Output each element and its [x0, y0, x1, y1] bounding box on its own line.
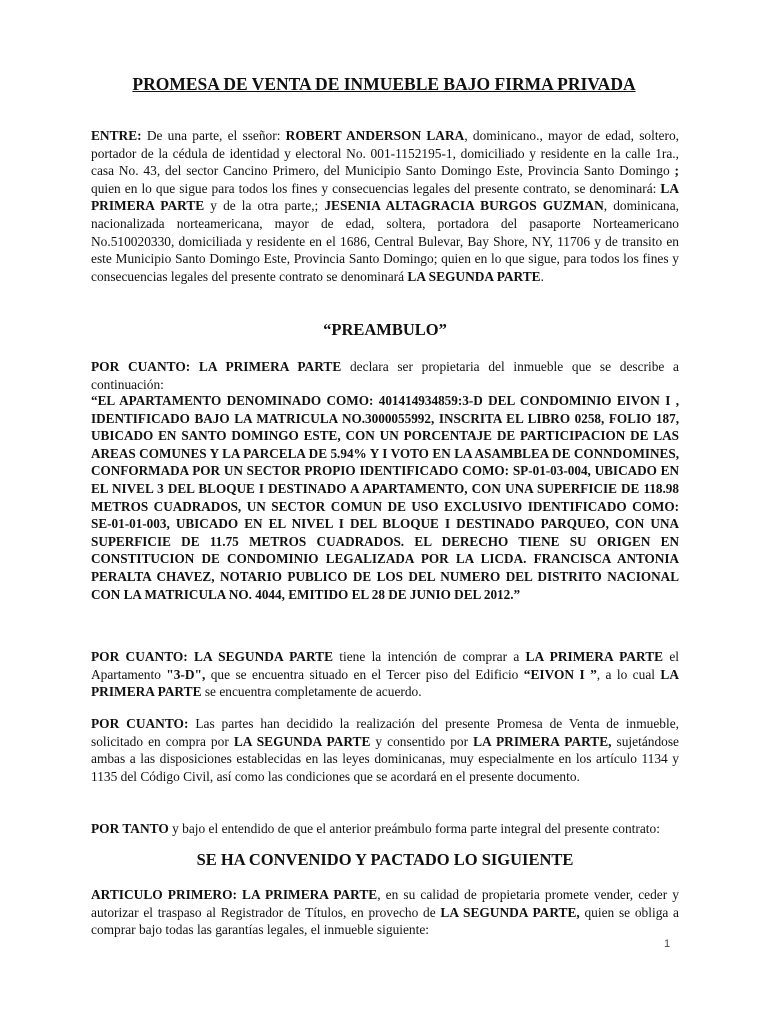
entre-paragraph: [91, 127, 679, 285]
por-cuanto-1-paragraph: [91, 358, 679, 393]
articulo-primero-paragraph: [91, 886, 679, 939]
entre-text-5: , dominicana, nacionalizada norteamericana, mayor de edad, soltera, portadora del pasaporte Norteamericano No.510020330, domiciliada y residente en el 1686, Central Bulevar, Bay Shore, NY, 11706 y de transito en este Municipio Santo Domingo Este, Provincia Santo Domingo; quien en lo que sigue, para todos los fines y consecuencias legales del presente contrato se denominará: [91, 198, 680, 284]
second-party-label: LA SEGUNDA PARTE,: [440, 904, 580, 920]
por-tanto-label: POR TANTO: [91, 821, 169, 836]
por-cuanto-3-label: POR CUANTO:: [91, 716, 189, 731]
por-cuanto-1-text: declara ser propietaria del inmueble que se describe a continuación:: [91, 359, 679, 392]
por-cuanto-2-label: POR CUANTO: LA SEGUNDA PARTE: [91, 649, 334, 664]
document-title: PROMESA DE VENTA DE INMUEBLE BAJO FIRMA PRIVADA: [132, 74, 636, 94]
first-party-label: LA PRIMERA PARTE,: [473, 733, 612, 749]
articulo-primero-label: ARTICULO PRIMERO: LA PRIMERA PARTE: [91, 887, 378, 902]
preambulo-heading: “PREAMBULO”: [323, 320, 447, 339]
building-name: “EIVON I ”: [523, 666, 597, 682]
page-number: 1: [664, 938, 671, 950]
second-party-name: JESENIA ALTAGRACIA BURGOS GUZMAN: [324, 198, 604, 214]
por-cuanto-3-text-1: Las partes han decidido la realización del presente Promesa de Venta de inmueble, solicitado en compra por: [91, 716, 680, 749]
por-cuanto-1-label: POR CUANTO: LA PRIMERA PARTE: [91, 359, 342, 374]
por-cuanto-2-text-1: tiene la intención de comprar a: [333, 649, 526, 664]
second-party-label: LA SEGUNDA PARTE: [233, 733, 371, 749]
second-party-label: LA SEGUNDA PARTE: [407, 268, 541, 284]
por-cuanto-2-text-4: , a lo cual: [596, 666, 661, 682]
entre-text-6: .: [540, 268, 544, 284]
por-cuanto-2-paragraph: [91, 648, 679, 701]
por-cuanto-2-text-5: se encuentra completamente de acuerdo.: [201, 684, 422, 700]
convenido-heading: SE HA CONVENIDO Y PACTADO LO SIGUIENTE: [196, 850, 574, 869]
apartment-id: "3-D",: [166, 666, 206, 682]
entre-text-4: y de la otra parte,;: [204, 198, 325, 214]
first-party-label: LA PRIMERA PARTE: [91, 180, 679, 214]
por-cuanto-2-text-3: que se encuentra situado en el Tercer piso del Edificio: [205, 666, 524, 682]
articulo-primero-text-2: quien se obliga a comprar bajo todas las garantías legales, el inmueble siguiente:: [91, 904, 680, 938]
por-cuanto-3-paragraph: [91, 715, 679, 785]
first-party-label: LA PRIMERA PARTE: [525, 649, 664, 664]
entre-text-2: , dominicano., mayor de edad, soltero, portador de la cédula de identidad y electoral No. 001-1152195-1, domiciliado y residente en la calle 1ra., casa No. 43, del sector Cancino Primero, del Municipio Santo Domingo Este, Provincia Santo Domingo: [91, 128, 679, 179]
por-cuanto-3-text-2: y consentido por: [370, 733, 474, 749]
por-tanto-paragraph: [91, 820, 679, 838]
entre-text-1: De una parte, el sseñor:: [141, 128, 286, 143]
first-party-label: LA PRIMERA PARTE: [91, 666, 679, 700]
property-description: “EL APARTAMENTO DENOMINADO COMO: 401414934859:3-D DEL CONDOMINIO EIVON I , IDENTIFICADO BAJO LA MATRICULA NO.3000055992, INSCRITA EL LIBRO 0258, FOLIO 187, UBICADO EN SANTO DOMINGO ESTE, CON UN PORCENTAJE DE PARTICIPACION DE LAS AREAS COMUNES Y LA PARCELA DE 5.94% Y I VOTO EN LA ASAMBLEA DE CONNDOMINES, CONFORMADA POR UN SECTOR PROPIO IDENTIFICADO COMO: SP-01-03-004, UBICADO EN EL NIVEL 3 DEL BLOQUE I DESTINADO A APARTAMENTO, CON UNA SUPERFICIE DE 118.98 METROS CUADRADOS, UN SECTOR COMUN DE USO EXCLUSIVO IDENTIFICADO COMO: SE-01-01-003, UBICADO EN EL NIVEL I DEL BLOQUE I DESTINADO PARQUEO, CON UNA SUPERFICIE DE 11.75 METROS CUADRADOS. EL DERECHO TIENE SU ORIGEN EN CONSTITUCION DE CONDOMINIO LEGALIZADA POR LA LICDA. FRANCISCA ANTONIA PERALTA CHAVEZ, NOTARIO PUBLICO DE LOS DEL NUMERO DEL DISTRITO NACIONAL CON LA MATRICULA NO. 4044, EMITIDO EL 28 DE JUNIO DEL 2012.”: [91, 393, 679, 602]
entre-label: ENTRE:: [91, 128, 142, 143]
por-cuanto-3-text-3: sujetándose ambas a las disposiciones establecidas en las leyes dominicanas, muy especialmente en los artículo 1134 y 1135 del Código Civil, así como las condiciones que se acordará en el presente documento.: [91, 733, 680, 784]
por-tanto-text: y bajo el entendido de que el anterior preámbulo forma parte integral del presente contrato:: [168, 821, 660, 836]
entre-text-3: quien en lo que sigue para todos los fines y consecuencias legales del presente contrato, se denominará:: [91, 180, 661, 196]
first-party-name: ROBERT ANDERSON LARA: [285, 128, 465, 143]
articulo-primero-text-1: , en su calidad de propietaria promete vender, ceder y autorizar el traspaso al Registrador de Títulos, en provecho de: [91, 887, 679, 920]
por-cuanto-2-text-2: el Apartamento: [91, 649, 679, 682]
entre-semicolon: ;: [669, 163, 679, 179]
